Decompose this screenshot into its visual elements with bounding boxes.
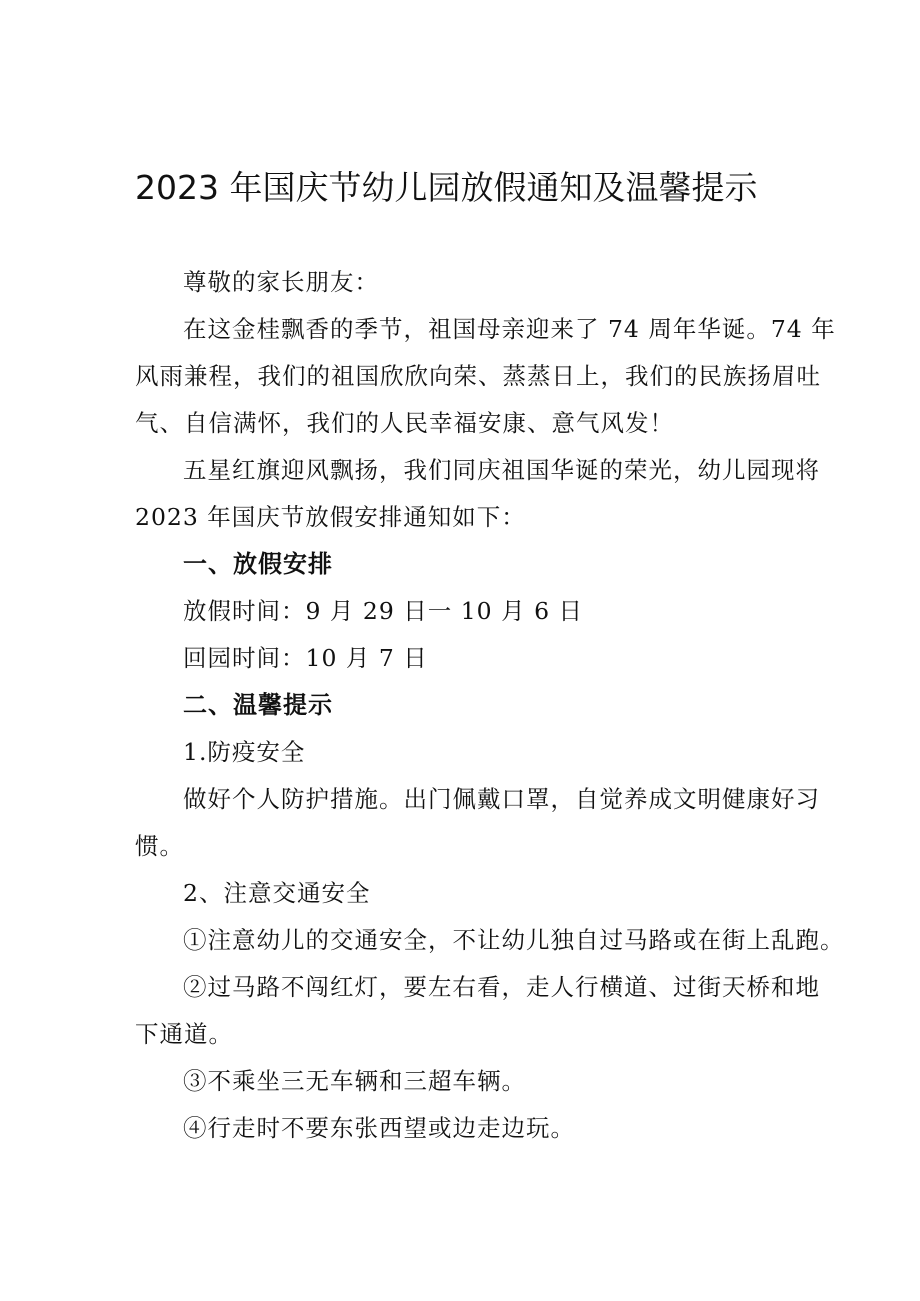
traffic-tip-1: ①注意幼儿的交通安全，不让幼儿独自过马路或在街上乱跑。 [183, 926, 845, 954]
tip-item-1-title: 1.防疫安全 [183, 738, 306, 766]
traffic-tip-2-line-1: ②过马路不闯红灯，要左右看，走人行横道、过街天桥和地 [183, 973, 820, 1001]
greeting: 尊敬的家长朋友： [183, 268, 379, 296]
return-time: 回园时间：10 月 7 日 [183, 644, 428, 672]
tip-item-1-line-2: 惯。 [135, 832, 184, 860]
traffic-tip-2-line-2: 下通道。 [135, 1020, 233, 1048]
notice-line-1: 五星红旗迎风飘扬，我们同庆祖国华诞的荣光，幼儿园现将 [183, 456, 820, 484]
section-heading-tips: 二、温馨提示 [183, 691, 333, 719]
holiday-time: 放假时间：9 月 29 日一 10 月 6 日 [183, 597, 583, 625]
notice-line-2: 2023 年国庆节放假安排通知如下： [135, 503, 526, 531]
traffic-tip-3: ③不乘坐三无车辆和三超车辆。 [183, 1067, 526, 1095]
document-title: 2023 年国庆节幼儿园放假通知及温馨提示 [135, 168, 758, 207]
intro-line-2: 风雨兼程，我们的祖国欣欣向荣、蒸蒸日上，我们的民族扬眉吐 [135, 362, 821, 390]
intro-line-1: 在这金桂飘香的季节，祖国母亲迎来了 74 周年华诞。74 年 [183, 315, 836, 343]
traffic-tip-4: ④行走时不要东张西望或边走边玩。 [183, 1114, 575, 1142]
section-heading-holiday: 一、放假安排 [183, 550, 333, 578]
tip-item-1-line-1: 做好个人防护措施。出门佩戴口罩，自觉养成文明健康好习 [183, 785, 820, 813]
tip-item-2-title: 2、注意交通安全 [183, 879, 371, 907]
document-body [135, 259, 845, 1152]
intro-line-3: 气、自信满怀，我们的人民幸福安康、意气风发！ [135, 409, 674, 437]
